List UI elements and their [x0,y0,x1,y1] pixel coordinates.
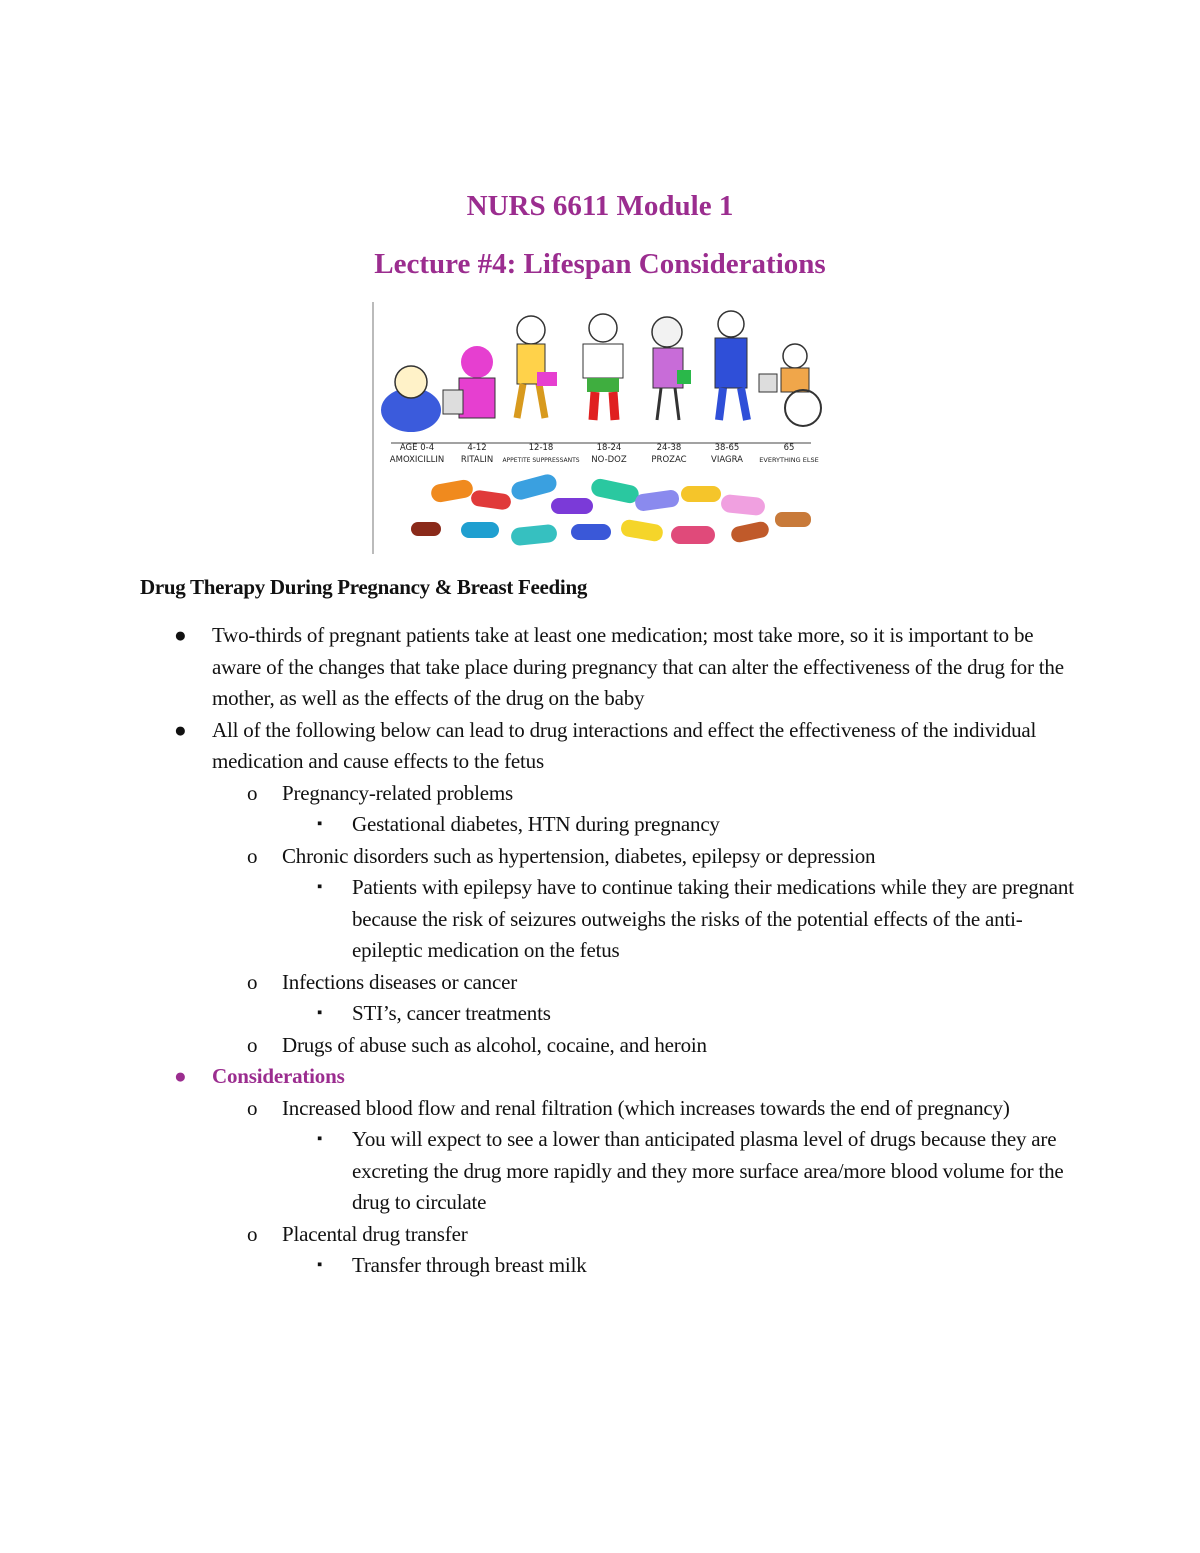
drug-label-2: APPETITE SUPPRESSANTS [502,457,580,464]
age-label-6: 65 [783,443,795,453]
sub-list-item-text: Drugs of abuse such as alcohol, cocaine, and heroin [282,1032,707,1057]
bullet-marker: ● [174,623,187,647]
age-label-4: 24-38 [656,443,682,453]
bullet-marker: o [247,1032,258,1057]
sub-list-item [247,1093,1080,1125]
detail-list-item [317,1124,1080,1219]
sub-list-item [247,1219,1080,1251]
sub-list-item [247,967,1080,999]
bullet-marker: ▪ [317,1257,323,1273]
figure-young-adult [583,314,623,420]
age-label-0: AGE 0-4 [399,443,435,453]
detail-text: Gestational diabetes, HTN during pregnancy [352,812,720,836]
list-item-text: All of the following below can lead to drug interactions and effect the effectiveness of the individual medication and cause effects to the fetus [212,717,1037,773]
section-heading: Drug Therapy During Pregnancy & Breast Feeding [140,575,588,599]
drug-label-1: RITALIN [460,455,494,465]
detail-list-item [317,1250,1080,1282]
bullet-list [0,620,1080,1282]
figure-child [443,346,495,418]
drug-label-5: VIAGRA [711,455,743,465]
figure-elderly [759,344,821,426]
bullet-marker: ▪ [317,816,323,832]
detail-list-item [317,809,1080,841]
figure-adult [652,317,691,420]
age-label-2: 12-18 [528,443,554,453]
document-subtitle: Lecture #4: Lifespan Considerations [374,248,826,280]
considerations-heading [174,1061,1080,1093]
detail-text: Transfer through breast milk [352,1253,587,1277]
drug-label-4: PROZAC [651,455,687,465]
sub-list-item-text: Infections diseases or cancer [282,969,518,994]
bullet-marker: ▪ [317,1131,323,1147]
drug-label-0: AMOXICILLIN [389,455,445,465]
pills-pile [411,472,811,546]
considerations-label: Considerations [212,1064,345,1088]
age-label-5: 38-65 [714,443,740,453]
sub-list-item-text: Increased blood flow and renal filtration (which increases towards the end of pregnancy) [282,1095,1010,1120]
sub-list-item-text: Chronic disorders such as hypertension, diabetes, epilepsy or depression [282,843,876,868]
lifespan-cartoon-illustration [371,300,831,556]
bullet-marker: ● [174,1064,187,1088]
bullet-marker: o [247,969,258,994]
detail-list-item [317,872,1080,967]
sub-list-item-text: Pregnancy-related problems [282,780,513,805]
sub-list-item [247,778,1080,810]
bullet-marker: ● [174,717,187,742]
detail-text: You will expect to see a lower than anticipated plasma level of drugs because they are excreting the drug more rapidly and they more surface area/more blood volume for the drug to circulate [352,1127,1064,1214]
sub-list-item [247,841,1080,873]
detail-text: Patients with epilepsy have to continue taking their medications while they are pregnant because the risk of seizures outweighs the risks of the potential effects of the anti-epileptic medication on the fetus [352,875,1074,962]
figure-middle-aged [715,311,747,420]
age-label-1: 4-12 [467,443,487,453]
detail-list-item [317,998,1080,1030]
bullet-marker: o [247,843,258,868]
list-item [174,620,1080,715]
age-label-3: 18-24 [596,443,622,453]
sub-list-item-text: Placental drug transfer [282,1221,468,1246]
list-item [174,715,1080,778]
figure-teen [517,316,557,418]
sub-list-item [247,1030,1080,1062]
lifespan-cartoon-figure [371,300,831,556]
figure-baby [381,366,441,432]
document-title: NURS 6611 Module 1 [466,190,734,222]
drug-label-3: NO-DOZ [591,455,627,465]
drug-label-6: EVERYTHING ELSE [759,456,819,464]
bullet-marker: ▪ [317,879,323,895]
bullet-marker: o [247,1095,258,1120]
bullet-marker: o [247,1221,258,1246]
detail-text: STI’s, cancer treatments [352,1001,551,1025]
bullet-marker: ▪ [317,1005,323,1021]
bullet-marker: o [247,780,258,805]
list-item-text: Two-thirds of pregnant patients take at least one medication; most take more, so it is important to be aware of the changes that take place during pregnancy that can alter the effectiveness of the drug for the mother, as well as the effects of the drug on the baby [212,623,1064,710]
